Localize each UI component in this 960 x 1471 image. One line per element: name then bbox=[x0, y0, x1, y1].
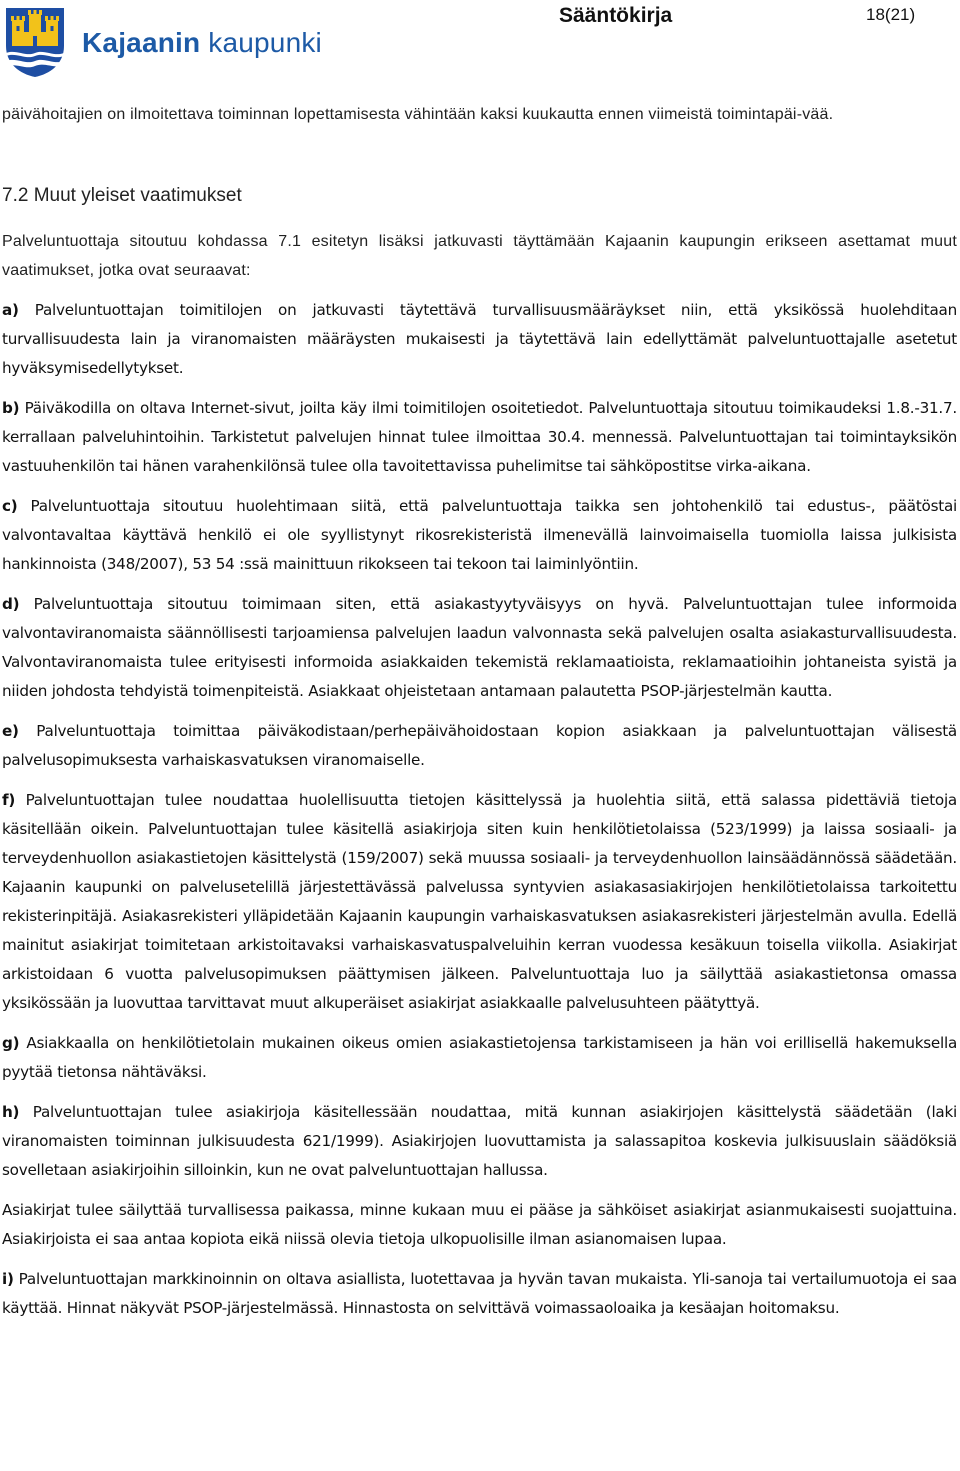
city-name-bold: Kajaanin bbox=[82, 27, 201, 58]
page-header bbox=[0, 0, 960, 84]
item-text: Asiakkaalla on henkilötietolain mukainen oikeus omien asiakastietojensa tarkistamiseen ja hän voi erillisellä hakemuksella pyytää tietonsa nähtäväksi. bbox=[2, 1034, 957, 1081]
city-name-rest: kaupunki bbox=[200, 27, 322, 58]
item-h-continued bbox=[2, 1196, 957, 1254]
item-a bbox=[2, 296, 957, 383]
item-text: Palveluntuottajan tulee asiakirjoja käsitellessään noudattaa, mitä kunnan asiakirjojen käsittelystä säädetään (laki viranomaisten toiminnan julkisuudesta 621/1999). Asiakirjojen luovuttamista ja salassapitoa koskevia julkisuuslain säädöksiä sovelletaan asiakirjoihin silloinkin, kun ne ovat palveluntuottajan hallussa. bbox=[2, 1103, 957, 1179]
document-title: Sääntökirja bbox=[559, 4, 673, 27]
item-label: c) bbox=[2, 497, 18, 515]
item-d bbox=[2, 590, 957, 706]
item-label: f) bbox=[2, 791, 16, 809]
item-i bbox=[2, 1265, 957, 1323]
item-label: g) bbox=[2, 1034, 20, 1052]
section-heading: 7.2 Muut yleiset vaatimukset bbox=[2, 185, 242, 206]
item-text: Palveluntuottaja sitoutuu toimimaan siten, että asiakastyytyväisyys on hyvä. Palveluntuottajan tulee informoida valvontaviranomaista säännöllisesti tarjoamiensa palvelujen laadun valvonnasta sekä palvelujen osalta asiakasturvallisuudesta. Valvontaviranomaista tulee erityisesti informoida asiakkaiden tekemistä reklamaatioista, reklamaatioihin johtaneista syistä ja niiden johdosta tehdyistä toimenpiteistä. Asiakkaat ohjeistetaan antamaan palautetta PSOP-järjestelmän kautta. bbox=[2, 595, 957, 700]
item-b bbox=[2, 394, 957, 481]
coat-of-arms-icon bbox=[4, 6, 66, 78]
item-text: Asiakirjat tulee säilyttää turvallisessa paikassa, minne kukaan muu ei pääse ja sähköiset asiakirjat asianmukaisesti suojattuina. Asiakirjoista ei saa antaa kopiota eikä niissä olevia tietoja ulkopuolisille ilman asianomaisen lupaa. bbox=[2, 1201, 957, 1248]
item-label: i) bbox=[2, 1270, 14, 1288]
section-intro: Palveluntuottaja sitoutuu kohdassa 7.1 esitetyn lisäksi jatkuvasti täyttämään Kajaanin kaupungin erikseen asettamat muut vaatimukset, jotka ovat seuraavat: bbox=[2, 233, 957, 279]
item-f bbox=[2, 786, 957, 1018]
city-name bbox=[82, 27, 322, 59]
page-number: 18(21) bbox=[866, 5, 916, 24]
item-label: b) bbox=[2, 399, 20, 417]
intro-paragraph: päivähoitajien on ilmoitettava toiminnan lopettamisesta vähintään kaksi kuukautta ennen viimeistä toimintapäi-vää. bbox=[2, 106, 834, 123]
item-text: Palveluntuottajan tulee noudattaa huolellisuutta tietojen käsittelyssä ja huolehtia siitä, että salassa pidettäviä tietoja käsitellään oikein. Palveluntuottajan tulee käsitellä asiakirjoja siten kuin henkilötietolaissa (523/1999) ja laissa sosiaali- ja terveydenhuollon asiakastietojen käsittelystä (159/2007) sekä muussa sosiaali- ja terveydenhuollon lainsäädännössä säädetään. Kajaanin kaupunki on palvelusetelillä järjestettävässä palvelussa syntyvien asiakasasiakirjojen henkilötietolaissa tarkoitettu rekisterinpitäjä. Asiakasrekisteri ylläpidetään Kajaanin kaupungin varhaiskasvatuksen asiakasrekisteri järjestelmän avulla. Edellä mainitut asiakirjat toimitetaan arkistoitavaksi varhaiskasvatuspalveluihin kerran vuodessa kesäkuun toisella viikolla. Asiakirjat arkistoidaan 6 vuotta palvelusopimuksen päättymisen jälkeen. Palveluntuottaja luo ja säilyttää asiakastietonsa omassa yksikössään ja luovuttaa tarvittavat muut alkuperäiset asiakirjat asiakkaalle palvelusuhteen päätyttyä. bbox=[2, 791, 957, 1012]
item-text: Palveluntuottaja toimittaa päiväkodistaan/perhepäivähoidostaan kopion asiakkaan ja palveluntuottajan välisestä palvelusopimuksesta varhaiskasvatuksen viranomaiselle. bbox=[2, 722, 957, 769]
item-label: h) bbox=[2, 1103, 20, 1121]
document-body bbox=[2, 100, 957, 1323]
item-g bbox=[2, 1029, 957, 1087]
item-text: Palveluntuottaja sitoutuu huolehtimaan siitä, että palveluntuottaja taikka sen johtohenkilö tai edustus-, päätöstai valvontavaltaa käyttävä henkilö ei ole syyllistynyt rikosrekisteristä ilmenevällä lainvoimaisella tuomiolla laissa julkisista hankinnoista (348/2007), 53 54 :ssä mainittuun rikokseen tai tekoon tai laiminlyöntiin. bbox=[2, 497, 957, 573]
item-text: Päiväkodilla on oltava Internet-sivut, joilta käy ilmi toimitilojen osoitetiedot. Palveluntuottaja sitoutuu toimikaudeksi 1.8.-31.7. kerrallaan palveluhintoihin. Tarkistetut palvelujen hinnat tulee ilmoittaa 30.4. mennessä. Palveluntuottajan tai toimintayksikön vastuuhenkilön tai hänen varahenkilönsä tulee olla tavoitettavissa puhelimitse tai sähköpostitse virka-aikana. bbox=[2, 399, 957, 475]
city-logo bbox=[4, 6, 322, 78]
item-label: a) bbox=[2, 301, 19, 319]
item-c bbox=[2, 492, 957, 579]
item-label: e) bbox=[2, 722, 19, 740]
item-text: Palveluntuottajan markkinoinnin on oltava asiallista, luotettavaa ja hyvän tavan mukaista. Yli-sanoja tai vertailumuotoja ei saa käyttää. Hinnat näkyvät PSOP-järjestelmässä. Hinnastosta on selvittävä voimassaoloaika ja kesäajan hoitomaksu. bbox=[2, 1270, 957, 1317]
item-h bbox=[2, 1098, 957, 1185]
item-e bbox=[2, 717, 957, 775]
item-text: Palveluntuottajan toimitilojen on jatkuvasti täytettävä turvallisuusmääräykset niin, että yksikössä huolehditaan turvallisuudesta lain ja viranomaisten määräysten mukaisesti ja täytettävä lain edellyttämät palveluntuottajalle asetetut hyväksymisedellytykset. bbox=[2, 301, 957, 377]
item-label: d) bbox=[2, 595, 20, 613]
